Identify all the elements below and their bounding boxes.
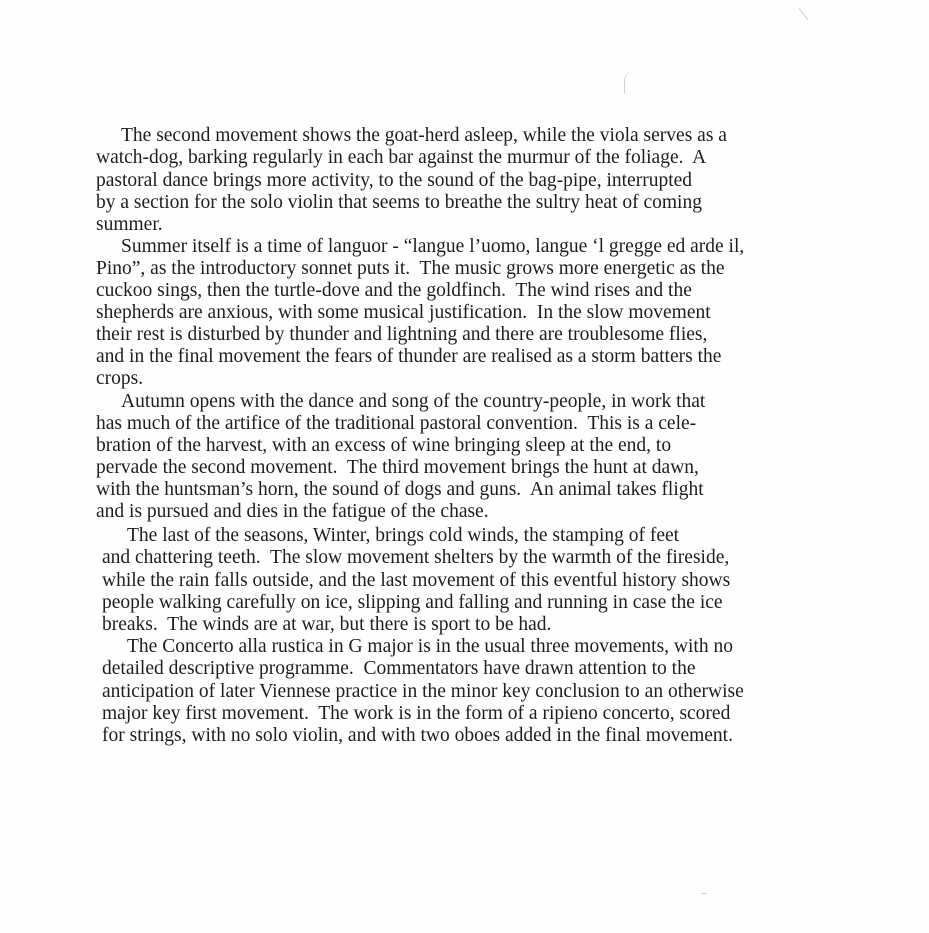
text-line: with the huntsman’s horn, the sound of dogs and guns. An animal takes flight: [96, 479, 704, 500]
text-line: Summer itself is a time of languor - “langue l’uomo, langue ‘l gregge ed arde il,: [121, 236, 745, 257]
text-line: Autumn opens with the dance and song of the country-people, in work that: [121, 391, 706, 412]
text-line: shepherds are anxious, with some musical justification. In the slow movement: [96, 302, 711, 323]
text-line: and chattering teeth. The slow movement shelters by the warmth of the fireside,: [102, 547, 730, 568]
text-line: breaks. The winds are at war, but there is sport to be had.: [102, 614, 552, 635]
text-line: by a section for the solo violin that seems to breathe the sultry heat of coming: [96, 192, 702, 213]
text-line: anticipation of later Viennese practice in the minor key conclusion to an otherwise: [102, 681, 744, 702]
text-line: The Concerto alla rustica in G major is in the usual three movements, with no: [127, 636, 733, 657]
text-line: summer.: [96, 214, 163, 235]
text-line: for strings, with no solo violin, and with two oboes added in the final movement.: [102, 725, 733, 746]
text-line: watch-dog, barking regularly in each bar against the murmur of the foliage. A: [96, 147, 707, 168]
text-line: and in the final movement the fears of thunder are realised as a storm batters the: [96, 346, 722, 367]
text-line: crops.: [96, 368, 144, 389]
text-line: people walking carefully on ice, slipping and falling and running in case the ice: [102, 592, 723, 613]
text-line: has much of the artifice of the traditional pastoral convention. This is a cele-: [96, 413, 697, 434]
text-line: their rest is disturbed by thunder and lightning and there are troublesome flies,: [96, 324, 708, 345]
text-line: while the rain falls outside, and the last movement of this eventful history shows: [102, 570, 731, 591]
text-line: detailed descriptive programme. Commentators have drawn attention to the: [102, 658, 696, 679]
text-line: bration of the harvest, with an excess of wine bringing sleep at the end, to: [96, 435, 672, 456]
text-line: and is pursued and dies in the fatigue of the chase.: [96, 501, 489, 522]
text-line: pervade the second movement. The third movement brings the hunt at dawn,: [96, 457, 699, 478]
text-line: The second movement shows the goat-herd asleep, while the viola serves as a: [121, 125, 727, 146]
text-line: major key first movement. The work is in the form of a ripieno concerto, scored: [102, 703, 731, 724]
text-line: pastoral dance brings more activity, to the sound of the bag-pipe, interrupted: [96, 170, 693, 191]
text-line: The last of the seasons, Winter, brings cold winds, the stamping of feet: [127, 525, 680, 546]
text-line: cuckoo sings, then the turtle-dove and the goldfinch. The wind rises and the: [96, 280, 692, 301]
text-line: Pino”, as the introductory sonnet puts it. The music grows more energetic as the: [96, 258, 725, 279]
